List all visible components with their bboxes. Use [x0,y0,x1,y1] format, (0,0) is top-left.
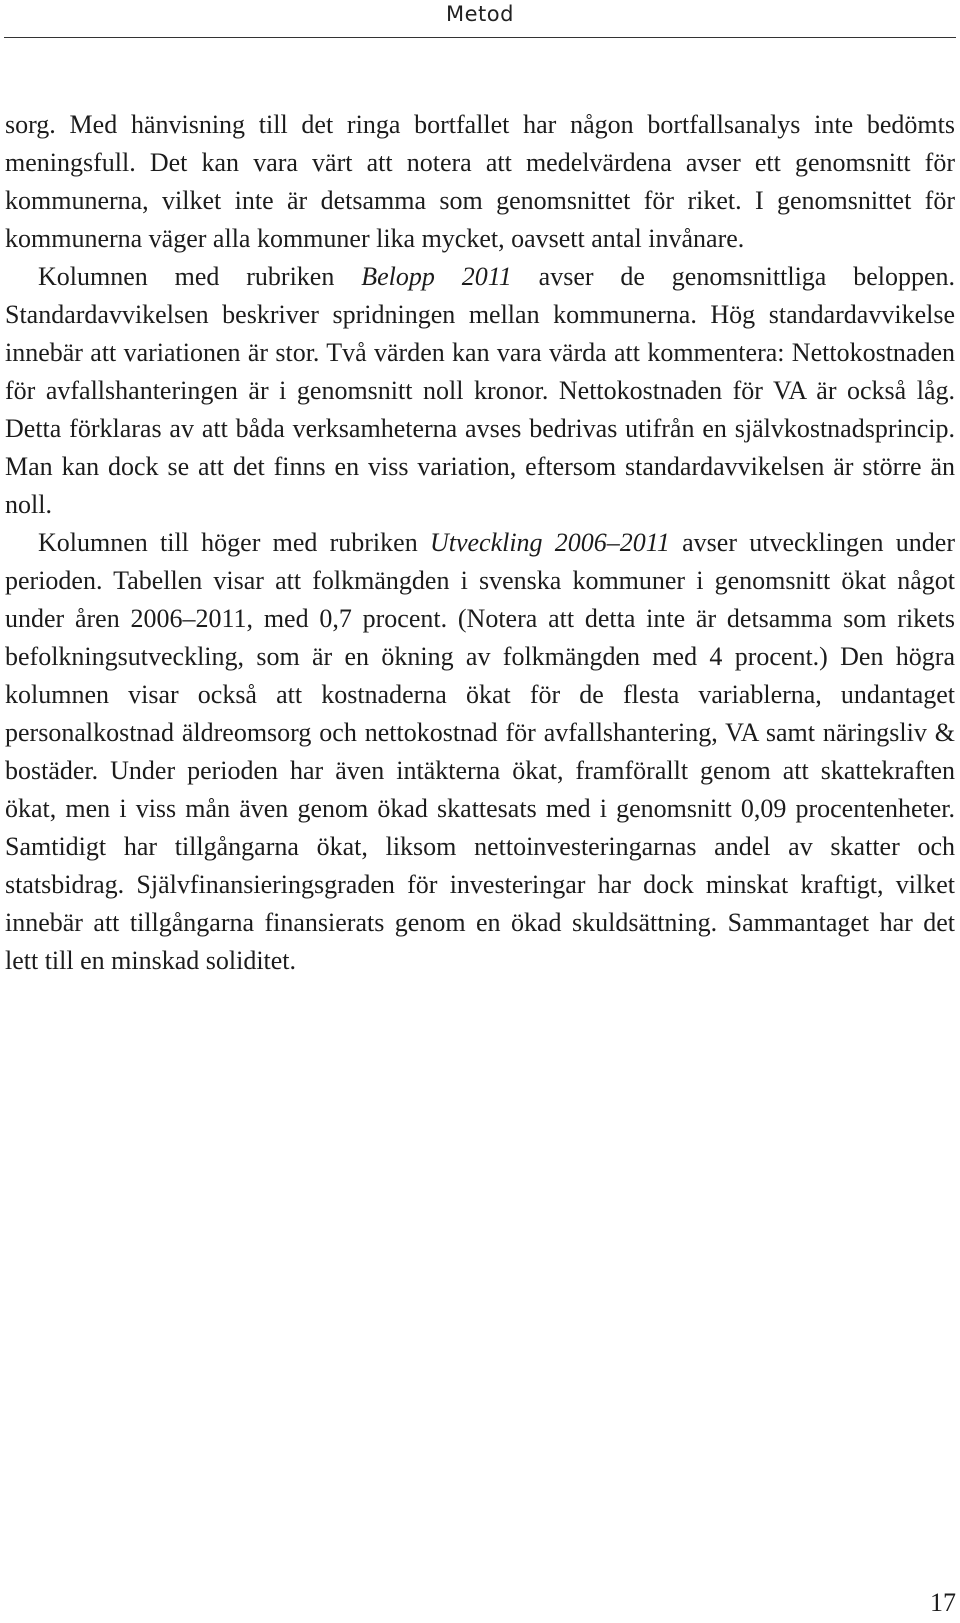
paragraph-2-emphasis: Belopp 2011 [361,262,512,291]
running-head-title: Metod [446,2,514,26]
paragraph-3-emphasis: Utveckling 2006–2011 [429,528,670,557]
paragraph-2-rest: avser de genomsnittliga beloppen. Standardavvikelsen beskriver spridningen mellan kommunerna. Hög standardavvikelse innebär att variationen är stor. Två värden kan vara värda att kommentera: Nettokostnaden för avfallshanteringen är i genomsnitt noll kronor. Nettokostnaden för VA är också låg. Detta förklaras av att båda verksamheterna avses bedrivas utifrån en självkostnadsprincip. Man kan dock se att det finns en viss variation, eftersom standardavvikelsen är större än noll. [5,262,955,519]
paragraph-3-rest: avser utvecklingen under perioden. Tabellen visar att folkmängden i svenska kommuner i genomsnitt ökat något under åren 2006–2011, med 0,7 procent. (Notera att detta inte är detsamma som rikets befolkningsutveckling, som är en ökning av folkmängden med 4 procent.) Den högra kolumnen visar också att kostnaderna ökat för de flesta variablerna, undantaget personalkostnad äldreomsorg och nettokostnad för avfallshantering, VA samt näringsliv & bostäder. Under perioden har även intäkterna ökat, framförallt genom att skattekraften ökat, men i viss mån även genom ökad skattesats med i genomsnitt 0,09 procentenheter. Samtidigt har tillgångarna ökat, liksom nettoinvesteringarnas andel av skatter och statsbidrag. Självfinansieringsgraden för investeringar har dock minskat kraftigt, vilket innebär att tillgångarna finansierats genom en ökad skuldsättning. Sammantaget har det lett till en minskad soliditet. [5,528,955,975]
paragraph-2-lead: Kolumnen med rubriken [38,262,362,291]
body-text [5,106,955,980]
header-rule [4,37,956,38]
paragraph-2 [5,258,955,524]
paragraph-3 [5,524,955,980]
page-number: 17 [930,1588,956,1617]
paragraph-1: sorg. Med hänvisning till det ringa bortfallet har någon bortfallsanalys inte bedömts meningsfull. Det kan vara värt att notera att medelvärdena avser ett genomsnitt för kommunerna, vilket inte är detsamma som genomsnittet för riket. I genomsnittet för kommunerna väger alla kommuner lika mycket, oavsett antal invånare. [5,110,955,253]
paragraph-3-lead: Kolumnen till höger med rubriken [38,528,430,557]
